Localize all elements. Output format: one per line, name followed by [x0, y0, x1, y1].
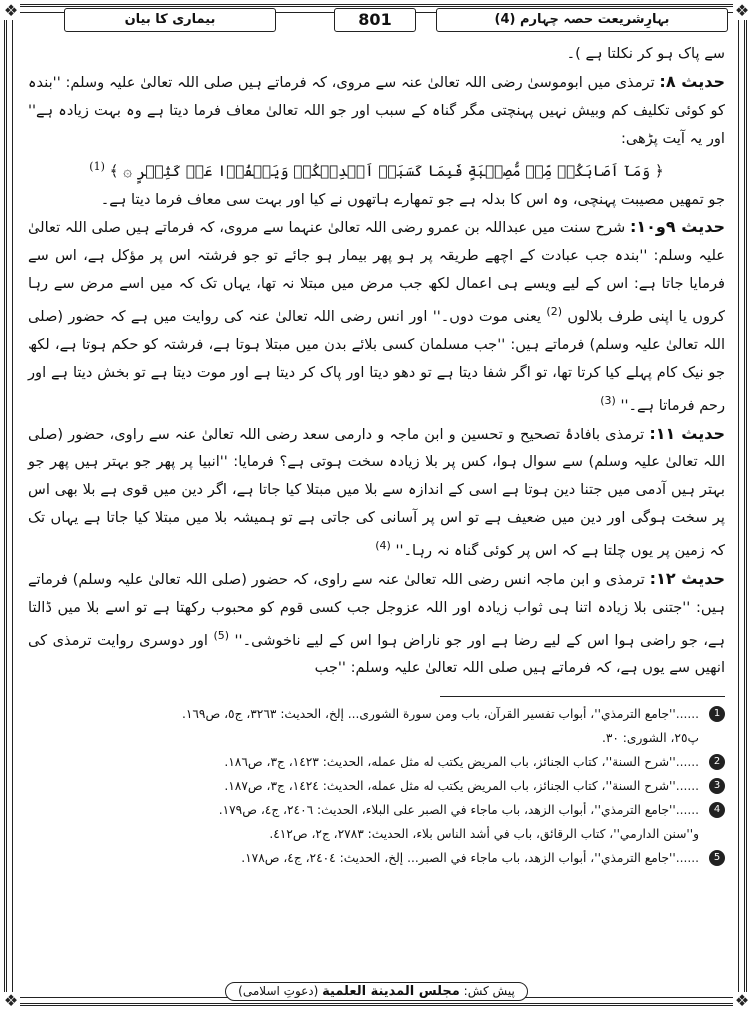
- footnote: 1 ......''جامع الترمذي''، أبواب تفسير القرآن، باب ومن سورة الشورى... إلخ، الحديث: ٣٢٦٣، ج٥، ص١٦٩.: [28, 702, 725, 726]
- hadith-label: حدیث ۱۱:: [649, 423, 725, 443]
- footnote-ref: (1): [89, 159, 105, 173]
- chapter-title: بیماری کا بیان: [64, 8, 276, 32]
- footnote-number: 4: [709, 802, 725, 818]
- footnotes: [28, 702, 725, 870]
- book-title: بہارِشریعت حصہ چہارم (4): [436, 8, 728, 32]
- quran-ayah: [28, 153, 725, 186]
- hadith-11: [28, 420, 725, 565]
- footnote: پ٢٥، الشورى: ٣٠.: [601, 731, 699, 745]
- footnote-ref: (2): [546, 305, 562, 319]
- footnote-number: 3: [709, 778, 725, 794]
- hadith-9: [28, 213, 725, 419]
- publisher-badge: [225, 982, 528, 1001]
- footnote: 2 ......''شرح السنة''، كتاب الجنائز، باب المريض يكتب له مثل عمله، الحديث: ١٤٢٣، ج٣، ص١٨٦.: [28, 750, 725, 774]
- hadith-12: [28, 565, 725, 682]
- hadith-text: یعنی موت دوں۔'' اور انس رضی اللہ تعالیٰ عنہ کی روایت میں ہے کہ حضور (صلی اللہ تعالیٰ علیہ وسلم) فرماتے ہیں: ''جب مسلمان کسی بلائے بدن میں مبتلا ہوتا ہے، فرشتہ کو حکم ہوتا ہے، لکھ جو نیک کام پہلے کیا کرتا تھا، تو اگر شفا دیتا ہے تو دھو دیتا اور پاک کر دیتا ہے اور موت دیتا ہے تو بخش دیتا ہے اور رحم فرماتا ہے۔'': [28, 308, 725, 414]
- corner-ornament-icon: ❖: [3, 1, 19, 20]
- hadith-label: حدیث ۱۲:: [649, 568, 726, 588]
- publisher-name: مجلس المدينة العلمية: [322, 984, 460, 999]
- footnote-number: 2: [709, 754, 725, 770]
- footnote-number: 5: [709, 850, 725, 866]
- footnote: 3 ......''شرح السنة''، كتاب الجنائز، باب المريض يكتب له مثل عمله، الحديث: ١٤٢٤، ج٣، ص١٨٧.: [28, 774, 725, 798]
- footnote-ref: (3): [600, 393, 616, 407]
- ayah-translation: جو تمھیں مصیبت پہنچی، وہ اس کا بدلہ ہے جو تمھارے ہاتھوں نے کیا اور بہت سی معاف فرما دیتا ہے۔: [100, 190, 725, 208]
- corner-ornament-icon: ❖: [734, 991, 750, 1010]
- footer-suffix: (دعوتِ اسلامی): [238, 984, 319, 998]
- footnote: 5 ......''جامع الترمذي''، أبواب الزهد، باب ماجاء في الصبر... إلخ، الحديث: ٢٤٠٤، ج٤، ص١٧٨.: [28, 846, 725, 870]
- ayah-text: ﴿ وَمَآ اَصَابَكُمۡ مِّنۡ مُّصِيۡبَةٍ فَبِمَا كَسَبَتۡ اَيۡدِيۡكُمۡ وَيَعۡفُوۡا عَنۡ كَثِيۡرٍ ۞ ﴾: [109, 161, 664, 180]
- footnote-ref: (5): [213, 628, 230, 642]
- page-header: [16, 6, 736, 32]
- footnote-divider: [440, 696, 725, 697]
- page-number: 801: [334, 8, 416, 32]
- footer-prefix: پیش کش:: [463, 984, 515, 998]
- hadith-text: اور دوسری روایت ترمذی کی انھیں سے یوں ہے، کہ فرماتے ہیں صلی اللہ تعالیٰ علیہ وسلم: ''جب: [28, 631, 725, 677]
- footnote-number: 1: [709, 706, 725, 722]
- corner-ornament-icon: ❖: [734, 1, 750, 20]
- page-footer: [0, 980, 753, 1001]
- hadith-text: ترمذی میں ابوموسیٰ رضی اللہ تعالیٰ عنہ سے مروی، کہ فرماتے ہیں صلی اللہ تعالیٰ علیہ وسلم: ''بندہ کو کوئی تکلیف کم وبیش نہیں پہنچتی مگر گناہ کے سبب اور جو اللہ تعالیٰ معاف فرما دیتا ہے وہ بہت زیادہ ہے'' اور یہ آیت پڑھی:: [28, 73, 725, 147]
- footnote-ref: (4): [375, 539, 391, 553]
- corner-ornament-icon: ❖: [3, 991, 19, 1010]
- main-text: [28, 40, 725, 690]
- hadith-label: حدیث ۸:: [659, 71, 726, 91]
- intro-line: سے پاک ہو کر نکلتا ہے )۔: [566, 45, 725, 62]
- hadith-text: شرح سنت میں عبداللہ بن عمرو رضی اللہ تعالیٰ عنہما سے مروی، کہ فرماتے ہیں صلی اللہ تعالیٰ علیہ وسلم: ''بندہ جب عبادت کے اچھے طریقہ پر ہو پھر بیمار ہو جائے تو جو فرشتہ اس پر مؤکل ہے، اس سے فرمایا جاتا ہے: اس کے لیے ویسے ہی اعمال لکھ جب مرض میں مبتلا نہ تھا، یہاں تک کہ میں اسے مرض سے رہا کروں یا اپنی طرف بلالوں: [28, 219, 726, 326]
- hadith-text: ترمذی و ابن ماجہ انس رضی اللہ تعالیٰ عنہ سے راوی، کہ حضور (صلی اللہ تعالیٰ علیہ وسلم) فرماتے ہیں: ''جتنی بلا زیادہ اتنا ہی ثواب زیادہ اور اللہ عزوجل جب کسی قوم کو محبوب رکھتا ہے تو اسے بلا میں ڈالتا ہے، جو راضی ہوا اس کے لیے رضا ہے اور جو ناراض ہوا اس کے لیے ناخوشی۔'': [28, 570, 726, 649]
- hadith-8: [28, 68, 725, 153]
- footnote: و''سنن الدارمي''، كتاب الرقائق، باب في أشد الناس بلاء، الحديث: ٢٧٨٣، ج٢، ص٤١٢.: [269, 827, 699, 841]
- hadith-label: حدیث ۹و۱۰:: [629, 217, 726, 237]
- hadith-text: ترمذی بافادۂ تصحیح و تحسین و ابن ماجہ و دارمی سعد رضی اللہ تعالیٰ عنہ سے راوی، حضور (صلی اللہ تعالیٰ علیہ وسلم) سے سوال ہوا، کس پر بلا زیادہ سخت ہوتی ہے؟ فرمایا: ''انبیا پر پھر جو بہتر ہیں پھر جو بہتر ہیں آدمی میں جتنا دین ہوتا ہے اسی کے اندازہ سے بلا میں مبتلا کیا جاتا ہے، اگر دین میں قوی ہے بلا بھی اس پر سخت ہوگی اور دین میں ضعیف ہے تو اس پر آسانی کی جاتی ہے تو ہمیشہ بلا میں مبتلا کیا جاتا ہے یہاں تک کہ زمین پر یوں چلتا ہے کہ اس پر کوئی گناہ نہ رہا۔'': [28, 425, 725, 559]
- footnote: 4 ......''جامع الترمذي''، أبواب الزهد، باب ماجاء في الصبر على البلاء، الحديث: ٢٤٠٦، ج٤، ص١٧٩.: [28, 798, 725, 822]
